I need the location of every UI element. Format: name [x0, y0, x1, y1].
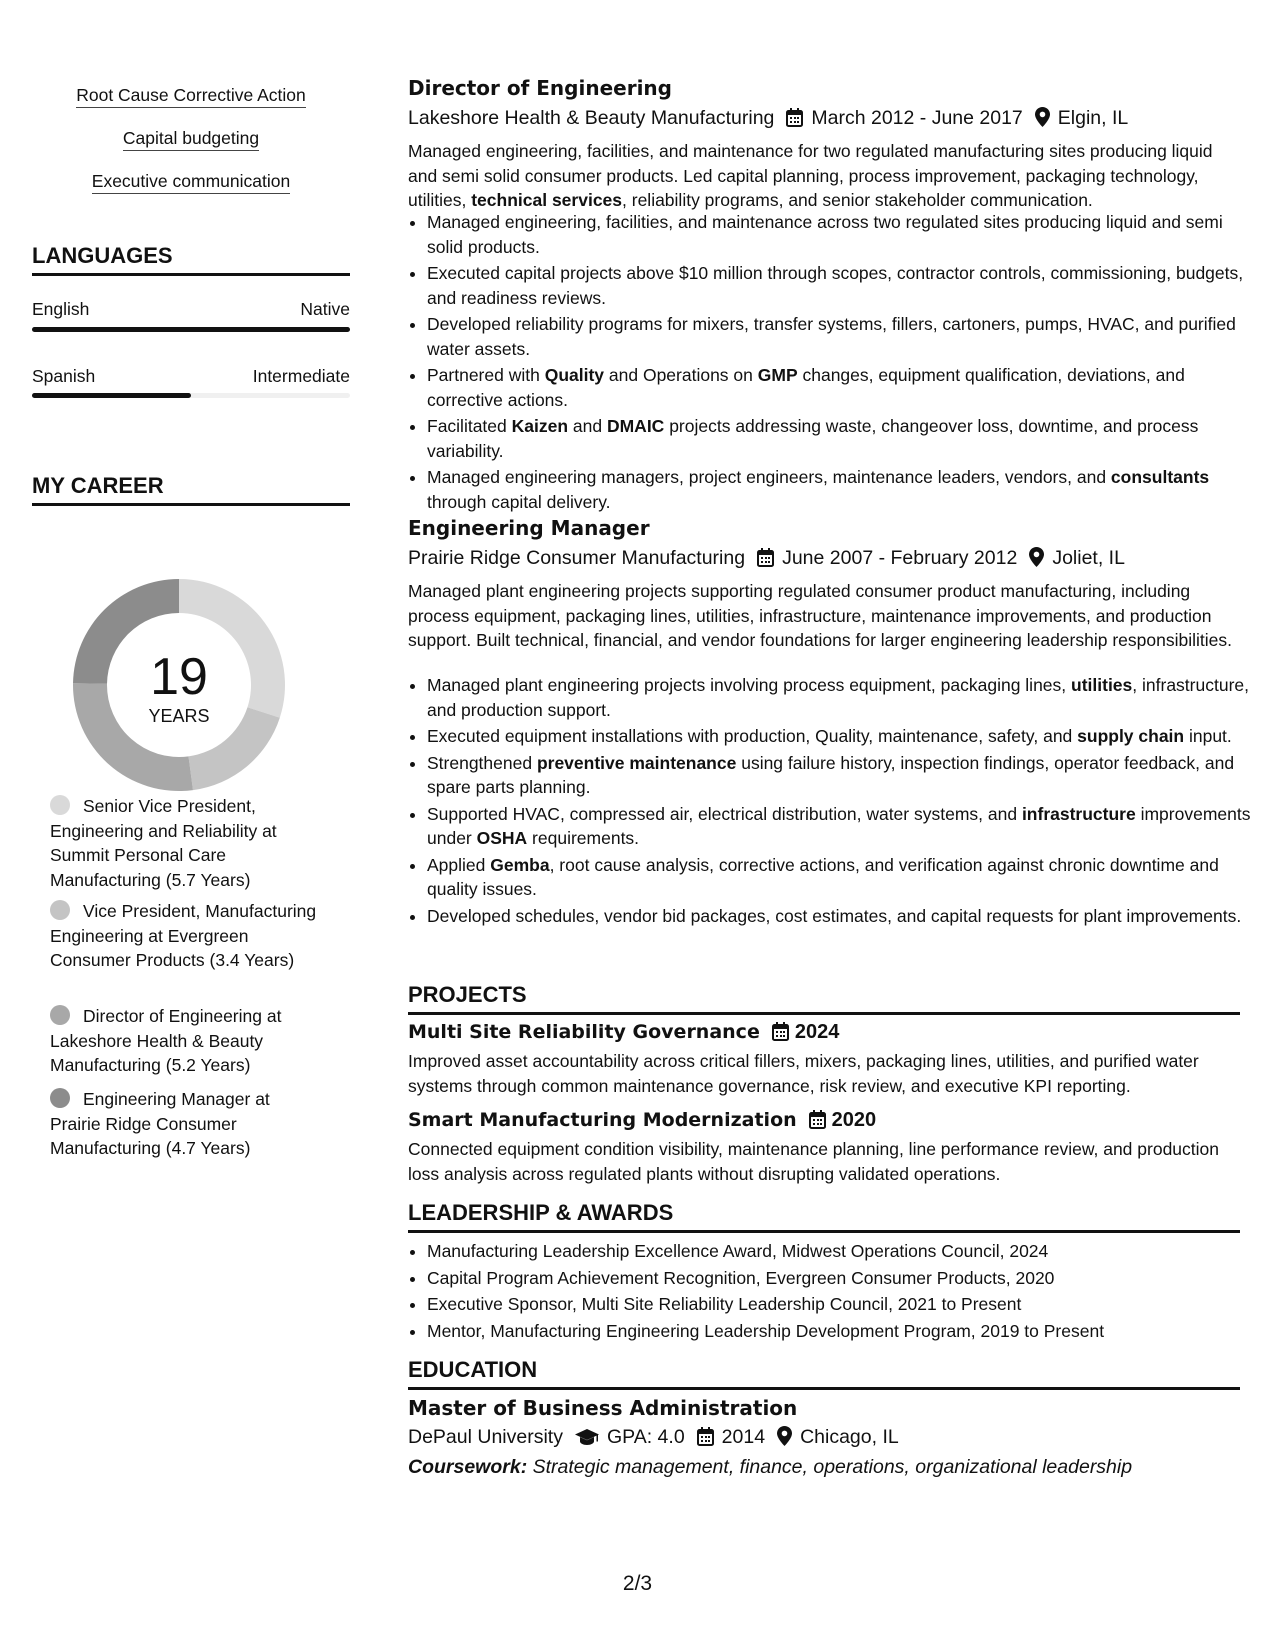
coursework — [408, 1456, 1132, 1479]
language-name: Spanish — [32, 366, 96, 386]
language-row — [32, 299, 350, 320]
bullet-item: • Supported HVAC, compressed air, electrical distribution, water systems, and infrastructure improvements under OSHA requirements. — [427, 802, 1259, 851]
calendar-icon — [809, 1110, 826, 1134]
graduation-cap-icon — [575, 1428, 599, 1452]
career-donut-chart — [66, 572, 292, 798]
job-company: Prairie Ridge Consumer Manufacturing — [408, 547, 746, 569]
bullet-item: • Capital Program Achievement Recognition, Evergreen Consumer Products, 2020 — [427, 1266, 1259, 1291]
bullet-item: • Strengthened preventive maintenance using failure history, inspection findings, operator feedback, and spare parts planning. — [427, 751, 1259, 800]
bullet-item: • Executed equipment installations with production, Quality, maintenance, safety, and supply chain input. — [427, 724, 1259, 749]
bullet-item: • Executive Sponsor, Multi Site Reliability Leadership Council, 2021 to Present — [427, 1292, 1259, 1317]
language-bar-fill — [32, 327, 350, 332]
project-name: Smart Manufacturing Modernization — [408, 1109, 797, 1131]
skill-item: Capital budgeting — [32, 128, 350, 149]
projects-heading: PROJECTS — [408, 982, 1240, 1015]
job-bullets — [408, 673, 1259, 930]
career-legend-item — [50, 1004, 320, 1078]
job-meta — [408, 107, 1128, 133]
legend-label: Vice President, Manufacturing Engineering at Evergreen Consumer Products (3.4 Years) — [50, 901, 317, 970]
bullet-item: • Developed schedules, vendor bid packages, cost estimates, and capital requests for plant improvements. — [427, 904, 1259, 929]
legend-swatch — [50, 795, 70, 815]
education-meta — [408, 1426, 899, 1452]
school-name: DePaul University — [408, 1426, 563, 1448]
education-gpa: GPA: 4.0 — [606, 1426, 685, 1448]
bullet-item: • Managed engineering managers, project engineers, maintenance leaders, vendors, and consultants through capital delivery. — [427, 465, 1259, 514]
legend-label: Senior Vice President, Engineering and Reliability at Summit Personal Care Manufacturing (5.7 Years) — [50, 796, 277, 890]
job-meta — [408, 547, 1125, 573]
bullet-item: • Managed plant engineering projects involving process equipment, packaging lines, utilities, infrastructure, and production support. — [427, 673, 1259, 722]
job-company: Lakeshore Health & Beauty Manufacturing — [408, 107, 775, 129]
calendar-icon — [772, 1022, 789, 1046]
job-bullets — [408, 210, 1259, 516]
project-description: Connected equipment condition visibility, maintenance planning, line performance review, and production loss analysis across regulated plants without disrupting validated operations. — [408, 1139, 1219, 1184]
bullet-item: • Executed capital projects above $10 million through scopes, contractor controls, commissioning, budgets, and readiness reviews. — [427, 261, 1259, 310]
job-title: Director of Engineering — [408, 76, 672, 100]
language-row — [32, 366, 350, 387]
bullet-item: • Facilitated Kaizen and DMAIC projects addressing waste, changeover loss, downtime, and process variability. — [427, 414, 1259, 463]
job-summary: Managed engineering, facilities, and maintenance for two regulated manufacturing sites producing liquid and semi solid consumer products. Led capital planning, process improvement, packaging technology, utilities, technical services, reliability programs, and senior stakeholder communication. — [408, 141, 1213, 210]
project-year: 2020 — [831, 1109, 877, 1131]
project-title — [408, 1021, 839, 1046]
job-summary: Managed plant engineering projects supporting regulated consumer product manufacturing, including process equipment, packaging lines, utilities, infrastructure, maintenance improvements, and production support. Built technical, financial, and vendor foundations for larger engineering leadership responsibilities. — [408, 581, 1232, 650]
language-bar-fill — [32, 393, 191, 398]
skill-item: Root Cause Corrective Action — [32, 85, 350, 106]
bullet-item: • Managed engineering, facilities, and maintenance across two regulated sites producing liquid and semi solid products. — [427, 210, 1259, 259]
legend-label: Director of Engineering at Lakeshore Health & Beauty Manufacturing (5.2 Years) — [50, 1006, 282, 1075]
bullet-item: • Applied Gemba, root cause analysis, corrective actions, and verification against chronic downtime and quality issues. — [427, 853, 1259, 902]
project-name: Multi Site Reliability Governance — [408, 1021, 760, 1043]
legend-swatch — [50, 900, 70, 920]
career-legend-item — [50, 1087, 320, 1161]
career-total-years: 19 — [150, 648, 208, 706]
bullet-item: • Partnered with Quality and Operations on GMP changes, equipment qualification, deviations, and corrective actions. — [427, 363, 1259, 412]
location-pin-icon — [1035, 107, 1050, 133]
legend-swatch — [50, 1005, 70, 1025]
awards-list — [408, 1239, 1259, 1345]
education-location: Chicago, IL — [800, 1426, 899, 1448]
language-name: English — [32, 299, 90, 319]
job-dates: March 2012 - June 2017 — [811, 107, 1023, 129]
calendar-icon — [697, 1427, 714, 1452]
language-bar — [32, 393, 350, 398]
bullet-item: • Mentor, Manufacturing Engineering Leadership Development Program, 2019 to Present — [427, 1319, 1259, 1344]
bullet-item: • Manufacturing Leadership Excellence Award, Midwest Operations Council, 2024 — [427, 1239, 1259, 1264]
bullet-item: • Developed reliability programs for mixers, transfer systems, fillers, cartoners, pumps, HVAC, and purified water assets. — [427, 312, 1259, 361]
legend-swatch — [50, 1088, 70, 1108]
language-level: Intermediate — [252, 366, 350, 386]
career-legend-item — [50, 899, 320, 973]
language-bar — [32, 327, 350, 332]
project-year: 2024 — [794, 1021, 840, 1043]
coursework-text: Strategic management, finance, operations, organizational leadership — [532, 1456, 1133, 1478]
career-legend-item — [50, 794, 320, 892]
legend-label: Engineering Manager at Prairie Ridge Consumer Manufacturing (4.7 Years) — [50, 1089, 270, 1158]
project-title — [408, 1109, 876, 1134]
job-dates: June 2007 - February 2012 — [782, 547, 1018, 569]
education-heading: EDUCATION — [408, 1357, 1240, 1390]
degree-title: Master of Business Administration — [408, 1396, 798, 1420]
language-level: Native — [300, 299, 350, 319]
coursework-label: Coursework: — [408, 1456, 528, 1478]
calendar-icon — [786, 108, 803, 133]
job-location: Joliet, IL — [1052, 547, 1125, 569]
calendar-icon — [757, 548, 774, 573]
page-number: 2/3 — [622, 1572, 653, 1595]
job-location: Elgin, IL — [1057, 107, 1129, 129]
job-title: Engineering Manager — [408, 516, 650, 540]
languages-heading: LANGUAGES — [32, 243, 350, 276]
awards-heading: LEADERSHIP & AWARDS — [408, 1200, 1240, 1233]
education-year: 2014 — [721, 1426, 766, 1448]
skill-item: Executive communication — [32, 171, 350, 192]
location-pin-icon — [777, 1426, 792, 1452]
project-description: Improved asset accountability across critical fillers, mixers, packaging lines, utilities, and purified water systems through common maintenance governance, risk review, and executive KPI reporting. — [408, 1051, 1199, 1096]
career-total-unit: YEARS — [148, 706, 210, 726]
career-heading: MY CAREER — [32, 473, 350, 506]
location-pin-icon — [1029, 547, 1044, 573]
